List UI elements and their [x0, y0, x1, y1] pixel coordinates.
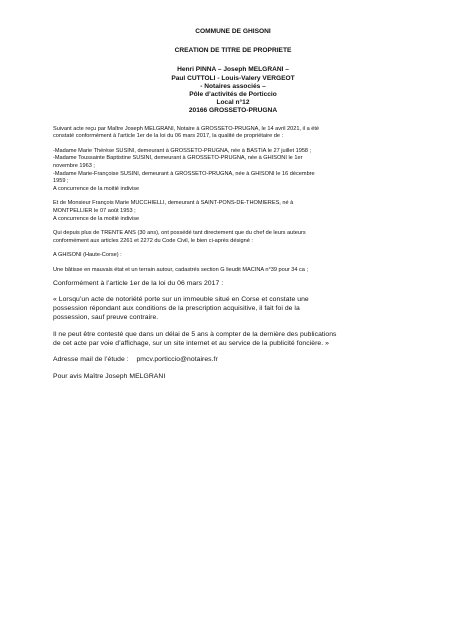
quote-2-line-1: Il ne peut être contesté que dans un délai de 5 ans à compter de la dernière des publications — [53, 330, 337, 338]
commune-title: COMMUNE DE GHISONI — [195, 28, 271, 35]
owner-1: -Madame Marie Thérèse SUSINI, demeurant à GROSSETO-PRUGNA, née à BASTIA le 27 juillet 1958 ; — [53, 147, 312, 154]
possession-line-1: Qui depuis plus de TRENTE ANS (30 ans), ont possédé tant directement que du chef de leurs auteurs — [53, 230, 306, 237]
email-line — [53, 356, 419, 365]
notaries-line-2: Paul CUTTOLI - Louis-Valery VERGEOT — [171, 74, 295, 82]
owner-4-line-1: Et de Monsieur François Marie MUCCHIELLI, demeurant à SAINT-PONS-DE-THOMIERES, né à — [53, 200, 294, 207]
owner-3-line-2: 1959 ; — [53, 178, 69, 185]
office-name: Pôle d’activités de Porticcio — [189, 91, 277, 99]
share-1: A concurrence de la moitié indivise — [53, 185, 140, 192]
law-section — [53, 280, 419, 382]
notice-body — [53, 126, 419, 382]
property-description: Une bâtisse en mauvais état et un terrain autour, cadastrés section G lieudit MACINA n°39 pour 34 ca ; — [53, 266, 309, 273]
share-2: A concurrence de la moitié indivise — [53, 215, 140, 222]
law-reference: Conformément à l’article 1er de la loi du 06 mars 2017 : — [53, 279, 224, 287]
notaries-line-3: - Notaires associés – — [200, 82, 266, 90]
owner-3-line-1: -Madame Marie-Françoise SUSINI, demeurant à GROSSETO-PRUGNA, née à GHISONI le 16 décembre — [53, 170, 315, 177]
document-title: CREATION DE TITRE DE PROPRIETE — [174, 47, 292, 55]
quote-1-line-3: possession, sauf preuve contraire. — [53, 313, 159, 321]
email-label: Adresse mail de l’étude : — [53, 356, 129, 364]
quote-1-line-1: « Lorsqu’un acte de notoriété porte sur un immeuble situé en Corse et constate une — [53, 296, 309, 304]
notaries-line-1: Henri PINNA – Joseph MELGRANI – — [177, 66, 289, 74]
email-address: pmcv.porticcio@notaires.fr — [136, 356, 218, 364]
signature: Pour avis Maître Joseph MELGRANI — [53, 373, 166, 381]
notice-header — [53, 28, 419, 116]
intro-line-2: constaté conformément à l’article 1er de la loi du 06 mars 2017, la qualité de propriétaire de : — [53, 133, 284, 140]
property-location: A GHISONI (Haute-Corse) : — [53, 252, 122, 259]
quote-1-line-2: possession répondant aux conditions de la prescription acquisitive, il fait foi de la — [53, 305, 300, 313]
owner-2-line-1: -Madame Toussainte Baptistine SUSINI, demeurant à GROSSETO-PRUGNA, née à GHISONI le 1er — [53, 155, 303, 162]
owner-4-line-2: MONTPELLIER le 07 août 1953 ; — [53, 207, 136, 214]
possession-line-2: conformément aux articles 2261 et 2272 du Code Civil, le bien ci-après désigné : — [53, 237, 253, 244]
owner-2-line-2: novembre 1963 ; — [53, 163, 95, 169]
quote-2-line-2: de cet acte par voie d’affichage, sur un site internet et au service de la publicité foncière. » — [53, 339, 329, 347]
intro-line-1: Suivant acte reçu par Maître Joseph MELGRANI, Notaire à GROSSETO-PRUGNA, le 14 avril 2021, il a été — [53, 125, 320, 132]
office-local: Local n°12 — [216, 99, 250, 107]
office-postal: 20166 GROSSETO-PRUGNA — [188, 107, 278, 115]
